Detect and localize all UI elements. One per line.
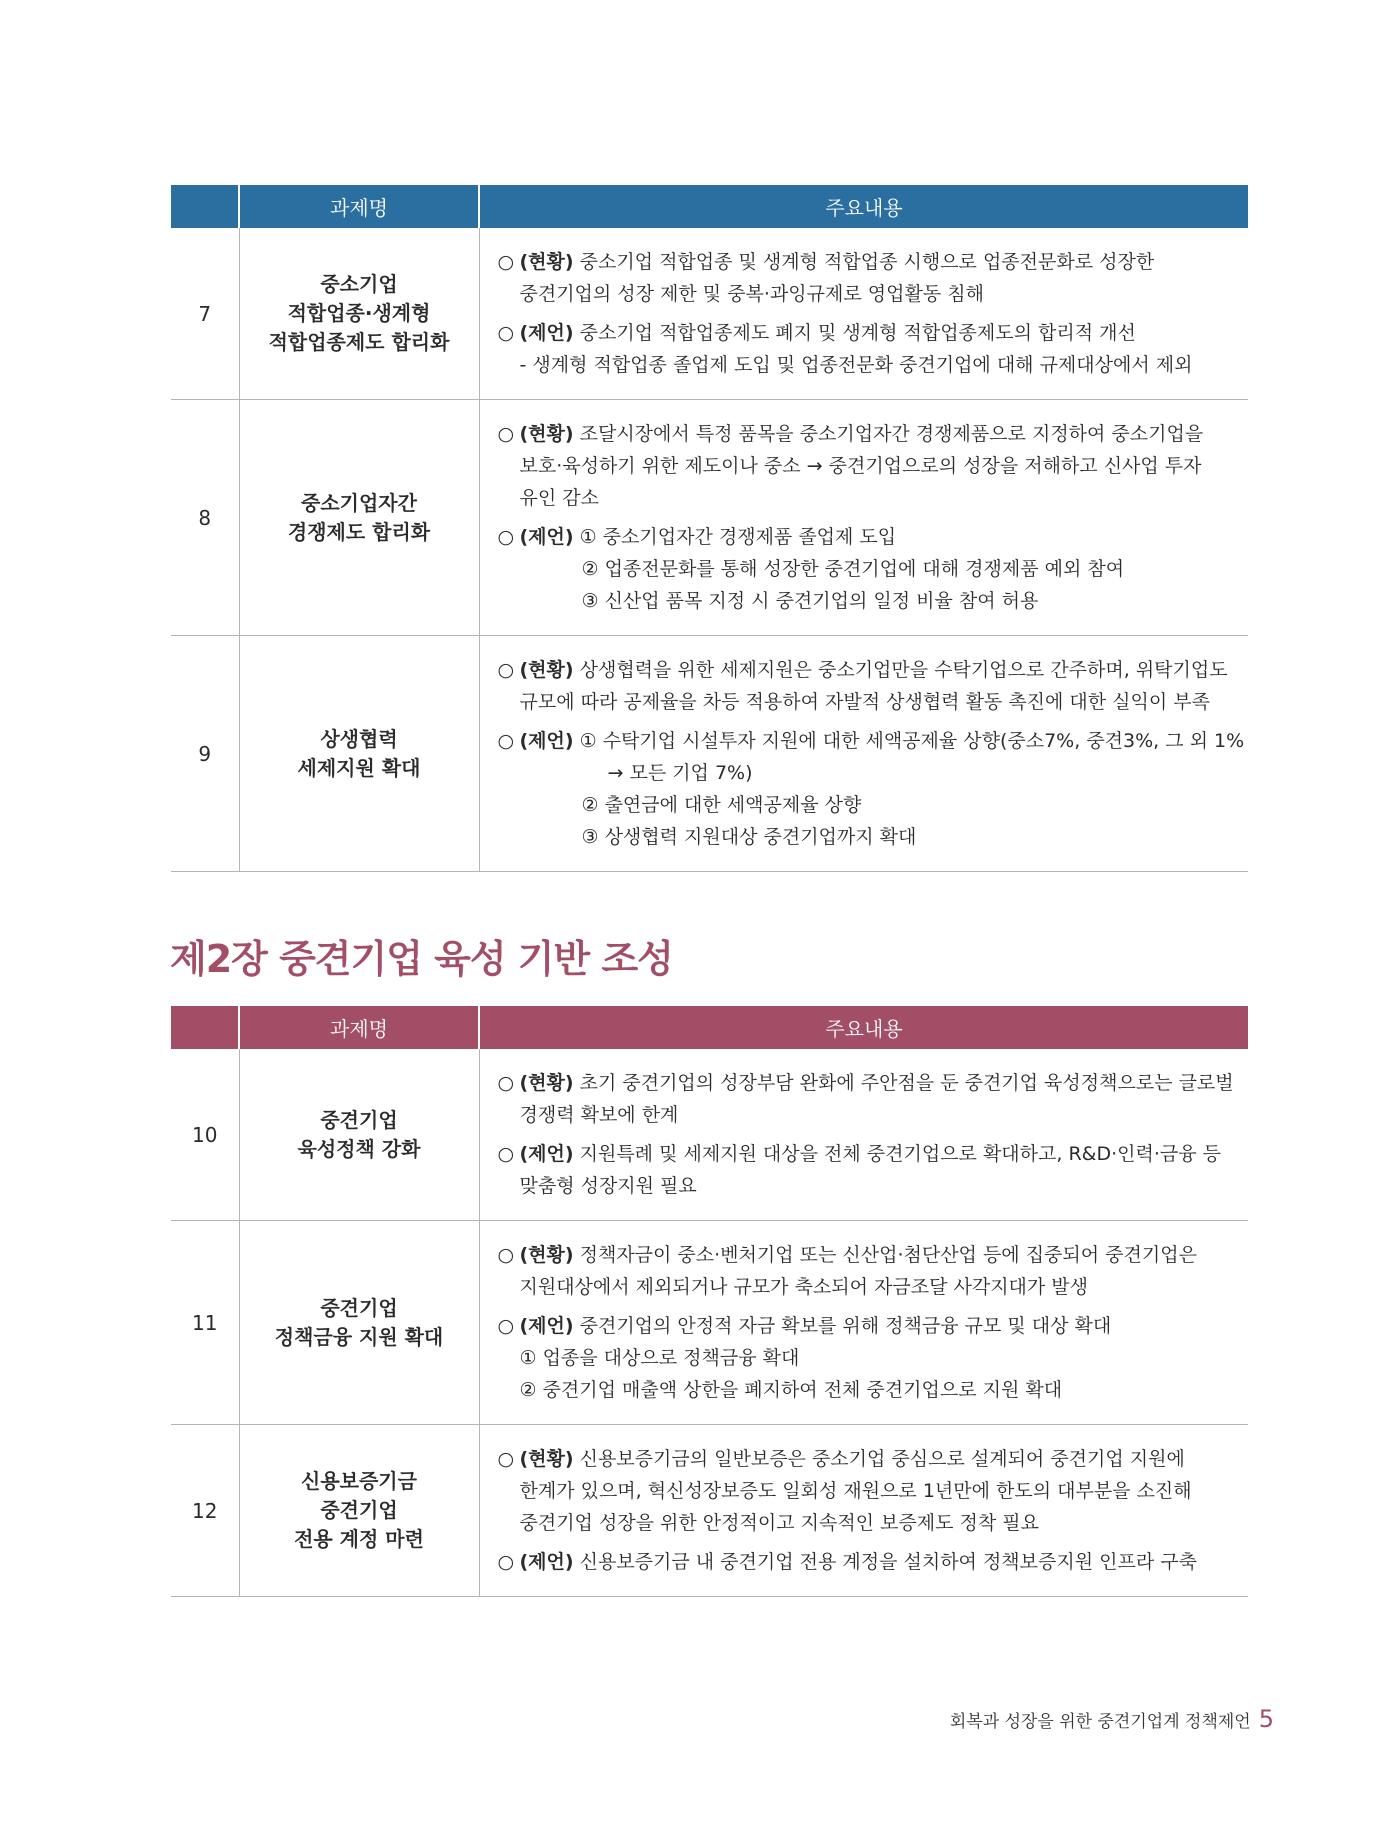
proposal-paragraph: ○ (제언) ① 수탁기업 시설투자 지원에 대한 세액공제율 상향(중소7%, 중견3%, 그 외 1% → 모든 기업 7%) ② 출연금에 대한 세액공제율 상향 ③ 상생협력 지원대상 중견기업까지 확대 (497, 730, 1245, 848)
proposal-paragraph: ○ (제언) 지원특례 및 세제지원 대상을 전체 중견기업으로 확대하고, R&D·인력·금융 등 맞춤형 성장지원 필요 (497, 1143, 1221, 1197)
status-paragraph: ○ (현황) 정책자금이 중소·벤처기업 또는 신산업·첨단산업 등에 집중되어 중견기업은 지원대상에서 제외되거나 규모가 축소되어 자금조달 사각지대가 발생 (497, 1244, 1197, 1298)
page-number: 5 (1258, 1705, 1274, 1733)
main-content (479, 1221, 1248, 1425)
main-content (479, 228, 1248, 400)
row-number: 7 (171, 228, 239, 400)
status-paragraph: ○ (현황) 상생협력을 위한 세제지원은 중소기업만을 수탁기업으로 간주하며, 위탁기업도 규모에 따라 공제율을 차등 적용하여 자발적 상생협력 활동 촉진에 대한 실익이 부족 (497, 659, 1228, 713)
task-name: 중소기업 적합업종·생계형 적합업종제도 합리화 (239, 228, 479, 400)
header-no (171, 185, 239, 228)
main-content (479, 1425, 1248, 1597)
table-header-row (171, 185, 1248, 228)
row-number: 9 (171, 636, 239, 872)
proposal-paragraph: ○ (제언) ① 중소기업자간 경쟁제품 졸업제 도입 ② 업종전문화를 통해 성장한 중견기업에 대해 경쟁제품 예외 참여 ③ 신산업 품목 지정 시 중견기업의 일정 비율 참여 허용 (497, 526, 1125, 612)
row-number: 11 (171, 1221, 239, 1425)
header-main-content: 주요내용 (479, 1006, 1248, 1049)
header-task-name: 과제명 (239, 1006, 479, 1049)
policy-table-2 (171, 1006, 1248, 1597)
table-row (171, 228, 1248, 400)
task-name: 중견기업 정책금융 지원 확대 (239, 1221, 479, 1425)
row-number: 12 (171, 1425, 239, 1597)
main-content (479, 1049, 1248, 1221)
main-content (479, 400, 1248, 636)
proposal-paragraph: ○ (제언) 신용보증기금 내 중견기업 전용 계정을 설치하여 정책보증지원 인프라 구축 (497, 1551, 1197, 1573)
task-name: 중견기업 육성정책 강화 (239, 1049, 479, 1221)
task-name: 신용보증기금 중견기업 전용 계정 마련 (239, 1425, 479, 1597)
proposal-paragraph: ○ (제언) 중견기업의 안정적 자금 확보를 위해 정책금융 규모 및 대상 확대 ① 업종을 대상으로 정책금융 확대 ② 중견기업 매출액 상한을 폐지하여 전체 중견기업으로 지원 확대 (497, 1315, 1112, 1401)
table-row (171, 400, 1248, 636)
header-main-content: 주요내용 (479, 185, 1248, 228)
status-paragraph: ○ (현황) 조달시장에서 특정 품목을 중소기업자간 경쟁제품으로 지정하여 중소기업을 보호·육성하기 위한 제도이나 중소 → 중견기업으로의 성장을 저해하고 신사업 투자 유인 감소 (497, 423, 1204, 509)
footer-text: 회복과 성장을 위한 중견기업계 정책제언 (949, 1712, 1251, 1732)
page-footer (950, 1705, 1274, 1733)
header-no (171, 1006, 239, 1049)
task-name: 상생협력 세제지원 확대 (239, 636, 479, 872)
table-row (171, 636, 1248, 872)
table-row (171, 1425, 1248, 1597)
header-task-name: 과제명 (239, 185, 479, 228)
table-header-row (171, 1006, 1248, 1049)
task-name: 중소기업자간 경쟁제도 합리화 (239, 400, 479, 636)
table-row (171, 1049, 1248, 1221)
section-title: 제2장 중견기업 육성 기반 조성 (170, 937, 673, 981)
status-paragraph: ○ (현황) 신용보증기금의 일반보증은 중소기업 중심으로 설계되어 중견기업 지원에 한계가 있으며, 혁신성장보증도 일회성 재원으로 1년만에 한도의 대부분을 소진해 중견기업 성장을 위한 안정적이고 지속적인 보증제도 정착 필요 (497, 1448, 1192, 1534)
row-number: 10 (171, 1049, 239, 1221)
table-row (171, 1221, 1248, 1425)
status-paragraph: ○ (현황) 중소기업 적합업종 및 생계형 적합업종 시행으로 업종전문화로 성장한 중견기업의 성장 제한 및 중복·과잉규제로 영업활동 침해 (497, 251, 1155, 305)
row-number: 8 (171, 400, 239, 636)
policy-table-1 (171, 185, 1248, 872)
proposal-paragraph: ○ (제언) 중소기업 적합업종제도 폐지 및 생계형 적합업종제도의 합리적 개선 - 생계형 적합업종 졸업제 도입 및 업종전문화 중견기업에 대해 규제대상에서 제외 (497, 322, 1193, 376)
main-content (479, 636, 1248, 872)
status-paragraph: ○ (현황) 초기 중견기업의 성장부담 완화에 주안점을 둔 중견기업 육성정책으로는 글로벌 경쟁력 확보에 한계 (497, 1072, 1234, 1126)
